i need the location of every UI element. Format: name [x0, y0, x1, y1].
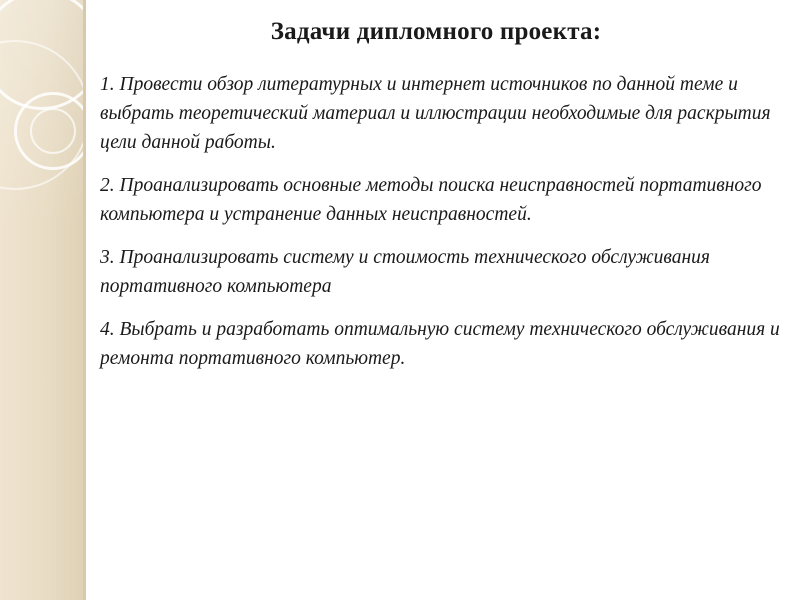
- page-title: Задачи дипломного проекта:: [270, 18, 602, 45]
- body-paragraph: 1. Провести обзор литературных и интернет источников по данной теме и выбрать теоретический материал и иллюстрации необходимые для раскрытия цели данной работы.: [100, 74, 771, 153]
- body-paragraph: 2. Проанализировать основные методы поиска неисправностей портативного компьютера и устранение данных неисправностей.: [100, 175, 762, 225]
- body-paragraph: 3. Проанализировать систему и стоимость технического обслуживания портативного компьютера: [100, 247, 710, 297]
- body-paragraph: 4. Выбрать и разработать оптимальную систему технического обслуживания и ремонта портативного компьютер.: [100, 319, 780, 369]
- slide-content: [86, 0, 800, 600]
- slide-body: [100, 70, 788, 373]
- decorative-left-band: [0, 0, 86, 600]
- band-sheen: [0, 0, 86, 600]
